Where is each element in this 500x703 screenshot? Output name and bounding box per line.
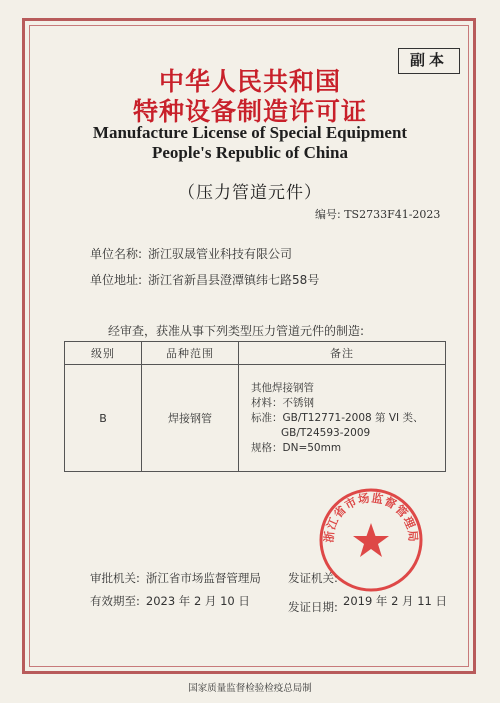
license-number — [315, 206, 440, 222]
official-seal-icon — [318, 487, 424, 593]
title-en-line1: Manufacture License of Special Equipment — [92, 123, 408, 142]
remarks-line3: 标准：GB/T12771-2008 第 VI 类、 — [251, 411, 424, 424]
license-number-label: 编号: — [315, 208, 341, 221]
unit-address-value: 浙江省新昌县澄潭镇纬七路58号 — [148, 273, 320, 287]
license-table — [64, 341, 446, 472]
unit-name-value: 浙江驭晟管业科技有限公司 — [148, 247, 293, 261]
remarks-line5: 规格：DN=50mm — [251, 441, 342, 454]
issuing-authority-label: 发证机关: — [288, 571, 338, 585]
approval-authority-value: 浙江省市场监督管理局 — [145, 571, 261, 585]
title-cn-line2: 特种设备制造许可证 — [132, 97, 367, 126]
remarks-line4: GB/T24593-2009 — [281, 426, 371, 439]
unit-address-row — [90, 271, 319, 288]
seal-text: 浙江省市场监督管理局 — [321, 490, 421, 544]
footer-issuer: 国家质量监督检验检疫总局制 — [188, 683, 312, 694]
title-en-line2: People's Republic of China — [152, 143, 348, 162]
intro-text: 经审查，获准从事下列类型压力管道元件的制造: — [108, 324, 365, 338]
copy-badge: 副本 — [398, 48, 460, 74]
approval-authority-label: 审批机关: — [90, 571, 140, 585]
unit-name-label: 单位名称: — [90, 247, 143, 261]
approval-authority-row — [90, 570, 261, 586]
cell-level: B — [65, 365, 142, 472]
table-header-row — [65, 342, 446, 365]
title-cn-line1: 中华人民共和国 — [158, 67, 341, 96]
valid-until-row — [90, 593, 250, 609]
unit-name-row — [90, 245, 292, 262]
remarks-line1: 其他焊接钢管 — [251, 381, 314, 394]
issue-date-label: 发证日期: — [288, 600, 338, 614]
unit-address-label: 单位地址: — [90, 273, 143, 287]
valid-until-value: 2023 年 2 月 10 日 — [145, 594, 250, 608]
header-scope: 品种范围 — [142, 342, 239, 365]
issue-date-value: 2019 年 2 月 11 日 — [343, 594, 447, 608]
valid-until-label: 有效期至: — [90, 594, 140, 608]
table-row — [65, 365, 446, 472]
license-number-value: TS2733F41-2023 — [344, 208, 441, 221]
header-remarks: 备注 — [239, 342, 446, 365]
remarks-line2: 材料：不锈钢 — [251, 396, 314, 409]
cell-scope: 焊接钢管 — [142, 365, 239, 472]
category-subtitle: （压力管道元件） — [178, 183, 322, 203]
header-level: 级别 — [65, 342, 142, 365]
cell-remarks — [239, 365, 446, 472]
